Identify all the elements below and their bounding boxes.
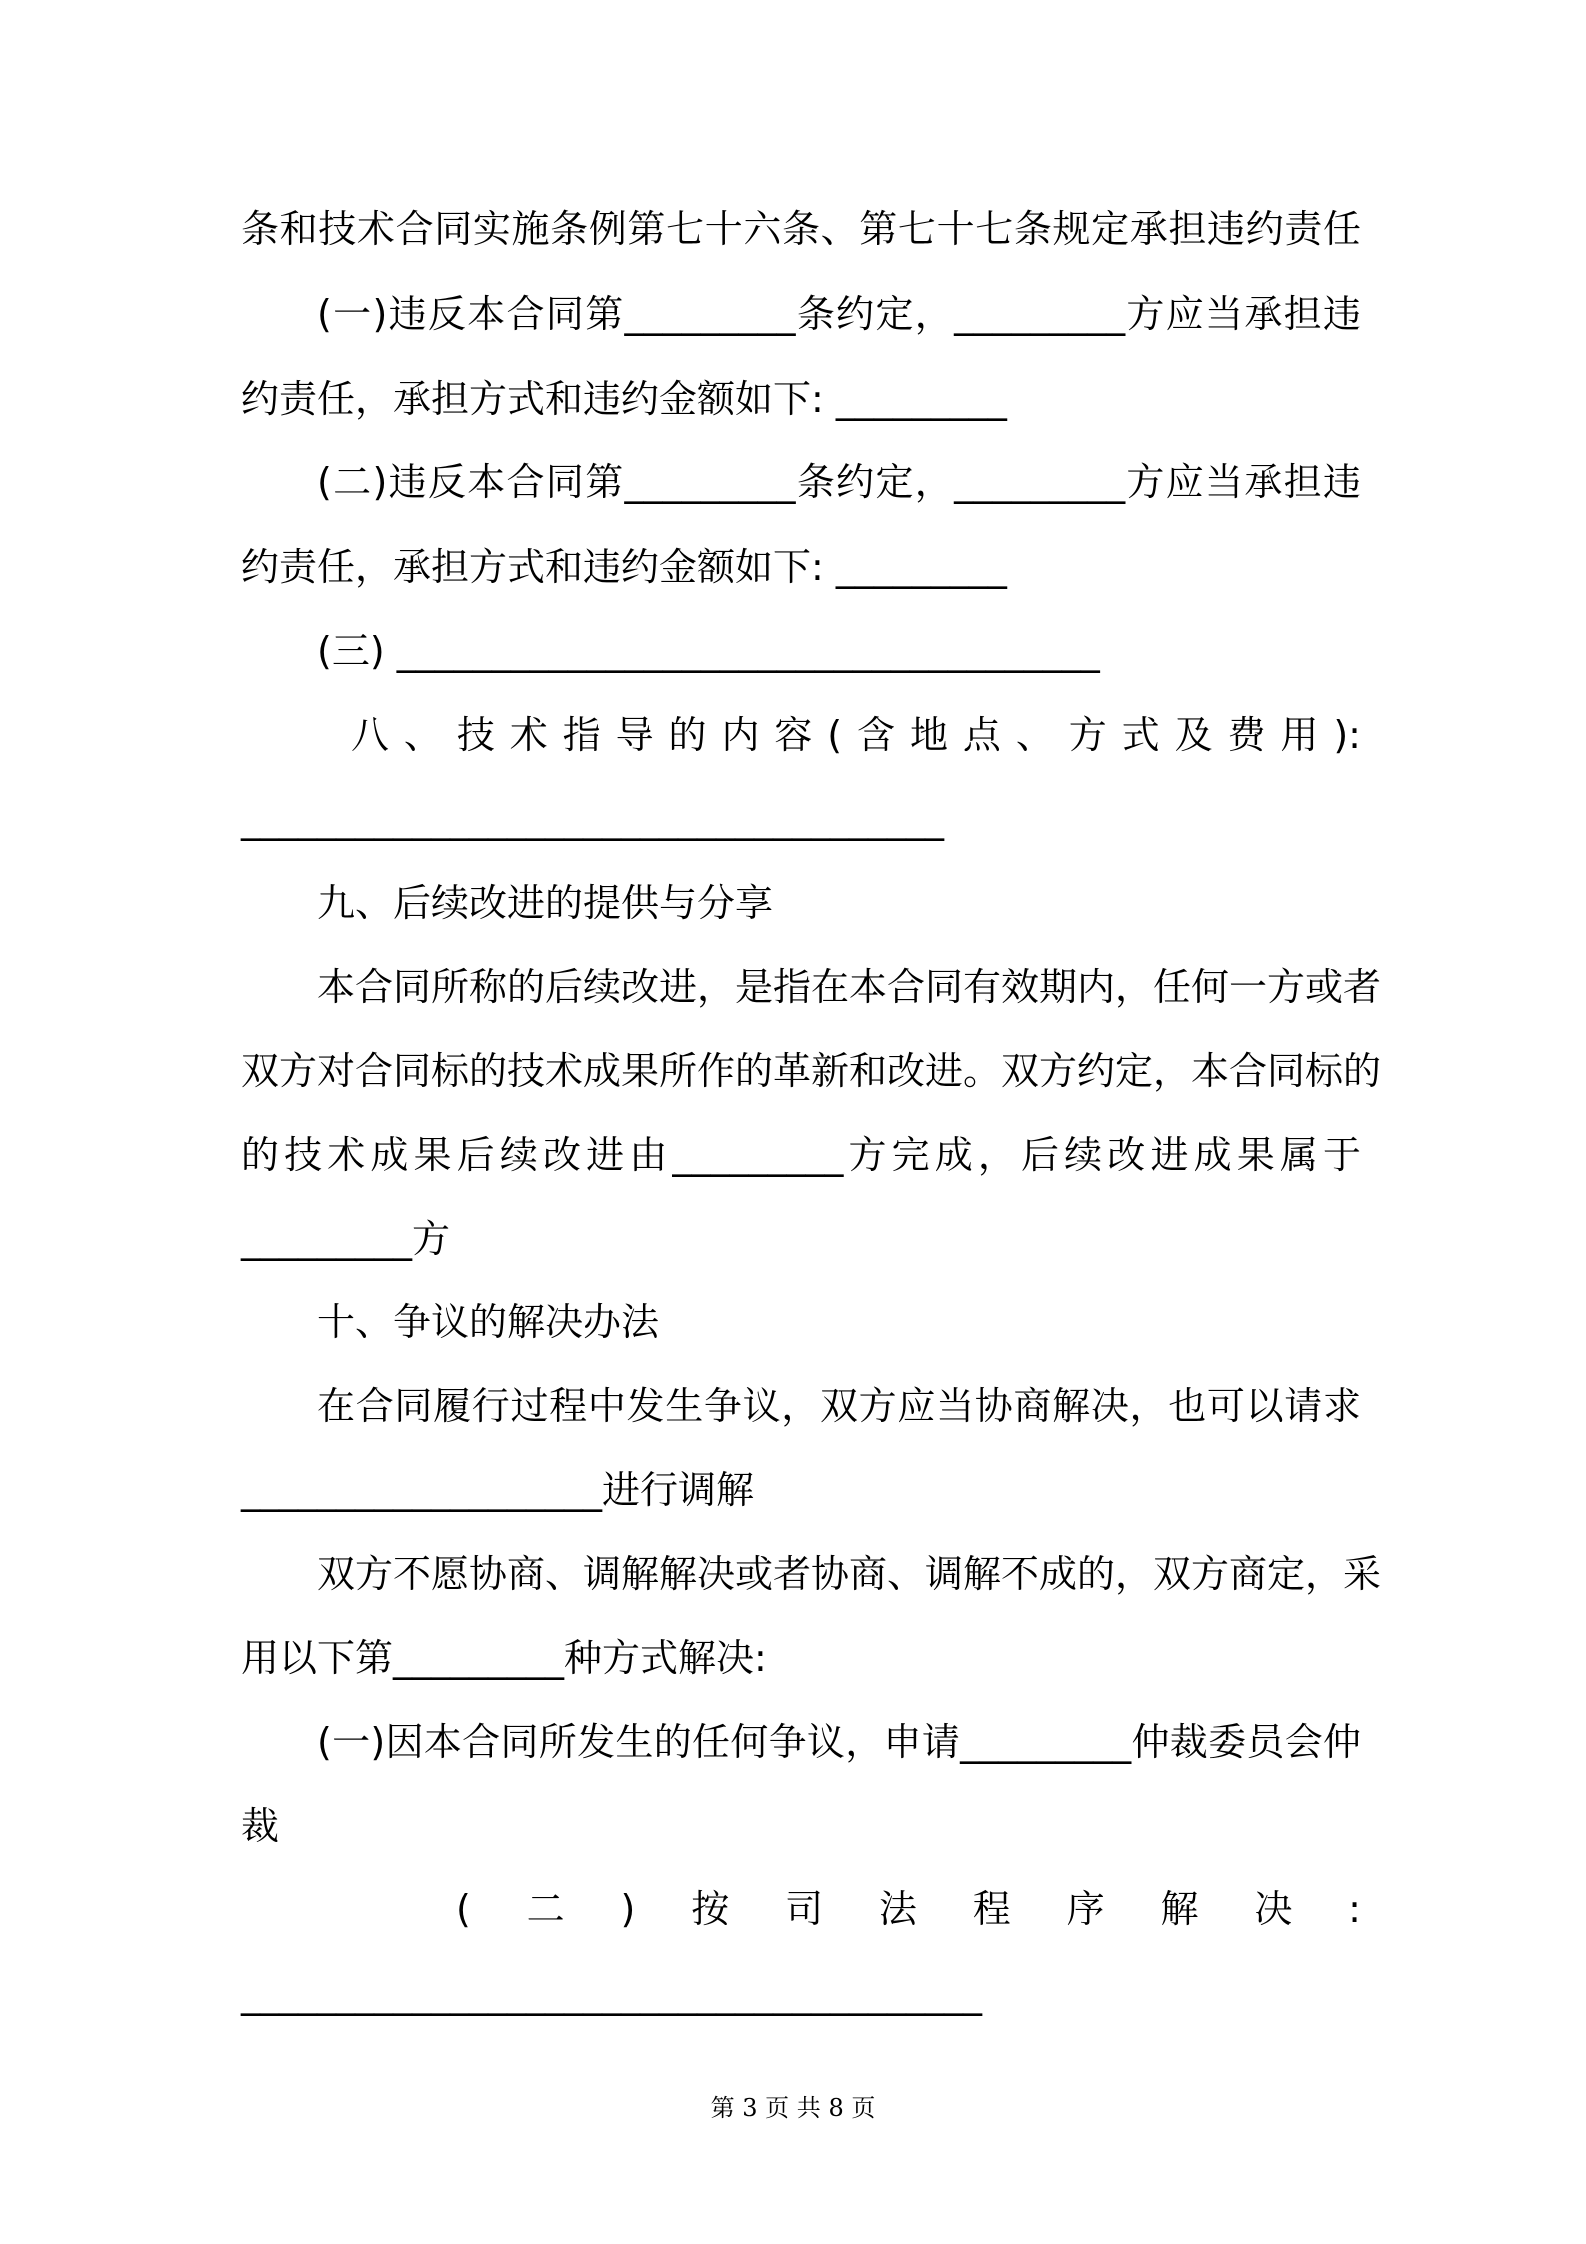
paragraph-line: 用以下第_________种方式解决: (241, 1636, 767, 1680)
paragraph-line: 约责任，承担方式和违约金额如下: _________ (241, 545, 1007, 589)
paragraph-line: 的技术成果后续改进由_________方完成，后续改进成果属于 (241, 1133, 1361, 1177)
paragraph-line: 在合同履行过程中发生争议，双方应当协商解决，也可以请求 (317, 1384, 1361, 1428)
paragraph-line: 条和技术合同实施条例第七十六条、第七十七条规定承担违约责任 (241, 207, 1361, 251)
clause-line: (一)违反本合同第_________条约定，_________方应当承担违 (317, 292, 1361, 336)
blank-line: _______________________________________ (241, 1972, 982, 2016)
clause-line: (三) _____________________________________ (317, 629, 1100, 673)
paragraph-line: _________方 (241, 1217, 451, 1261)
paragraph-line: 约责任，承担方式和违约金额如下: _________ (241, 377, 1007, 421)
blank-line: _____________________________________ (241, 797, 944, 841)
clause-line: (一)因本合同所发生的任何争议，申请_________仲裁委员会仲 (317, 1720, 1361, 1764)
clause-line: (二)按司法程序解决: (456, 1887, 1361, 1931)
paragraph-line: 裁 (241, 1804, 280, 1848)
page-footer: 第 3 页 共 8 页 (710, 2094, 876, 2122)
section-heading: 八、技术指导的内容(含地点、方式及费用): (351, 713, 1361, 757)
paragraph-line: 双方不愿协商、调解解决或者协商、调解不成的，双方商定，采 (317, 1552, 1382, 1596)
paragraph-line: 双方对合同标的技术成果所作的革新和改进。双方约定，本合同标的 (241, 1049, 1382, 1093)
clause-line: (二)违反本合同第_________条约定，_________方应当承担违 (317, 460, 1361, 504)
section-heading: 十、争议的解决办法 (317, 1300, 660, 1344)
section-heading: 九、后续改进的提供与分享 (317, 881, 774, 925)
paragraph-line: ___________________进行调解 (241, 1468, 755, 1512)
paragraph-line: 本合同所称的后续改进，是指在本合同有效期内，任何一方或者 (317, 965, 1382, 1009)
